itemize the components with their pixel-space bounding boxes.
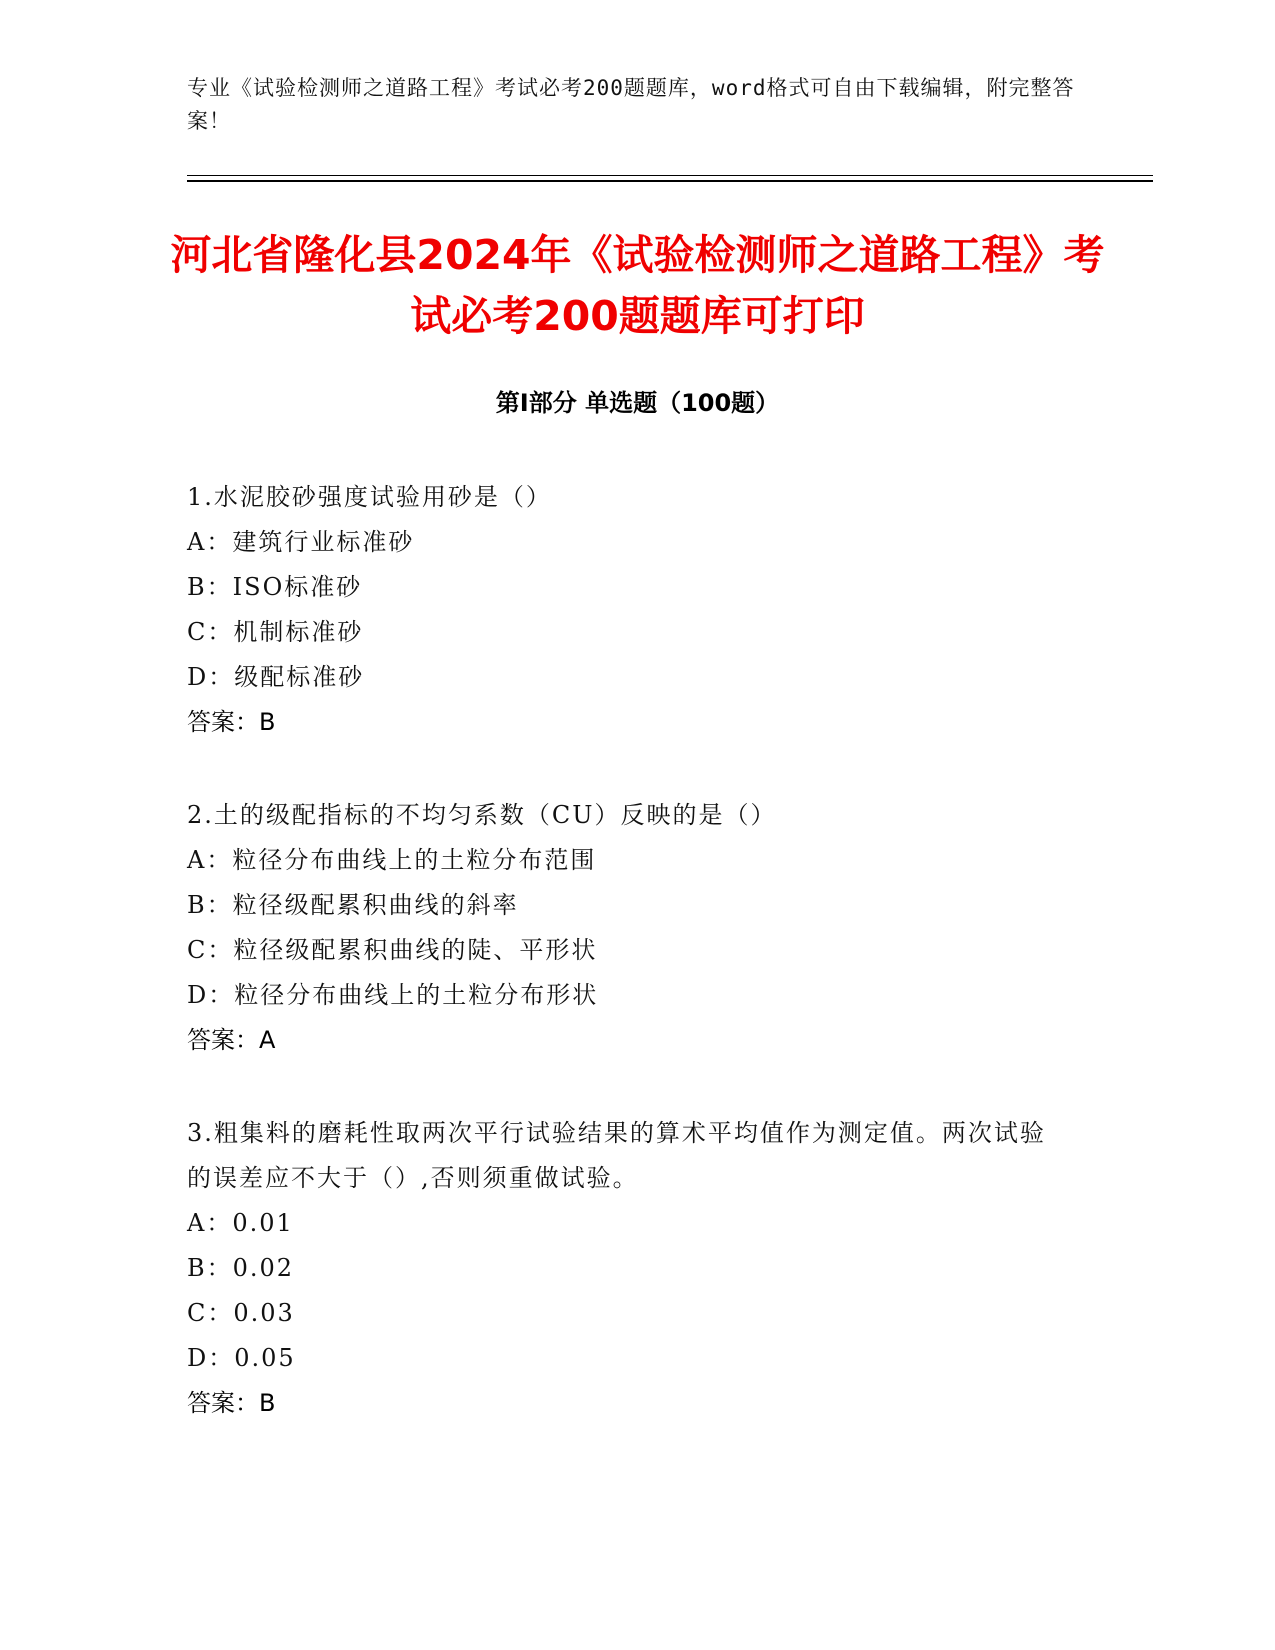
option-key: D： [187, 663, 235, 691]
option-key: C： [187, 1299, 234, 1327]
header-divider-thick [187, 180, 1153, 182]
header-note: 专业《试验检测师之道路工程》考试必考200题题库，word格式可自由下载编辑，附完整答案！ [187, 76, 1075, 133]
option-key: D： [187, 1344, 235, 1372]
option-text: 粒径级配累积曲线的斜率 [232, 891, 519, 919]
option-text: 0.02 [232, 1254, 295, 1282]
option-text: 建筑行业标准砂 [232, 528, 415, 556]
question-stem: 1.水泥胶砂强度试验用砂是（） [187, 483, 552, 511]
option-c [187, 1291, 1067, 1336]
option-text: 粒径分布曲线上的土粒分布形状 [234, 981, 599, 1009]
option-d [187, 655, 1067, 700]
answer-line: 答案：B [187, 1389, 276, 1417]
option-key: C： [187, 618, 234, 646]
option-text: 粒径分布曲线上的土粒分布范围 [232, 846, 597, 874]
option-a [187, 520, 1067, 565]
option-key: A： [187, 1209, 233, 1237]
option-d [187, 1336, 1067, 1381]
answer-line: 答案：B [187, 708, 276, 736]
option-a [187, 838, 1067, 883]
option-key: D： [187, 981, 235, 1009]
answer-line: 答案：A [187, 1026, 276, 1054]
option-text: 级配标准砂 [234, 663, 365, 691]
question-stem: 2.土的级配指标的不均匀系数（CU）反映的是（） [187, 801, 777, 829]
option-b [187, 1246, 1067, 1291]
option-key: B： [187, 891, 233, 919]
question-stem: 3.粗集料的磨耗性取两次平行试验结果的算术平均值作为测定值。两次试验的误差应不大于（）,否则须重做试验。 [187, 1119, 1046, 1192]
option-key: B： [187, 573, 233, 601]
option-text: 机制标准砂 [233, 618, 364, 646]
option-key: A： [187, 846, 233, 874]
option-key: B： [187, 1254, 233, 1282]
question-3 [187, 1111, 1067, 1426]
document-title: 河北省隆化县2024年《试验检测师之道路工程》考试必考200题题库可打印 [170, 231, 1105, 340]
option-c [187, 928, 1067, 973]
question-list [187, 475, 1067, 1474]
question-1 [187, 475, 1067, 745]
question-2 [187, 793, 1067, 1063]
option-a [187, 1201, 1067, 1246]
option-key: A： [187, 528, 233, 556]
option-text: 粒径级配累积曲线的陡、平形状 [233, 936, 598, 964]
option-b [187, 883, 1067, 928]
option-text: 0.05 [234, 1344, 296, 1372]
option-c [187, 610, 1067, 655]
option-d [187, 973, 1067, 1018]
option-key: C： [187, 936, 234, 964]
option-b [187, 565, 1067, 610]
option-text: ISO标准砂 [232, 573, 363, 601]
option-text: 0.03 [233, 1299, 295, 1327]
section-heading: 第Ⅰ部分 单选题（100题） [495, 389, 780, 417]
option-text: 0.01 [232, 1209, 294, 1237]
header-divider-thin [187, 175, 1153, 176]
